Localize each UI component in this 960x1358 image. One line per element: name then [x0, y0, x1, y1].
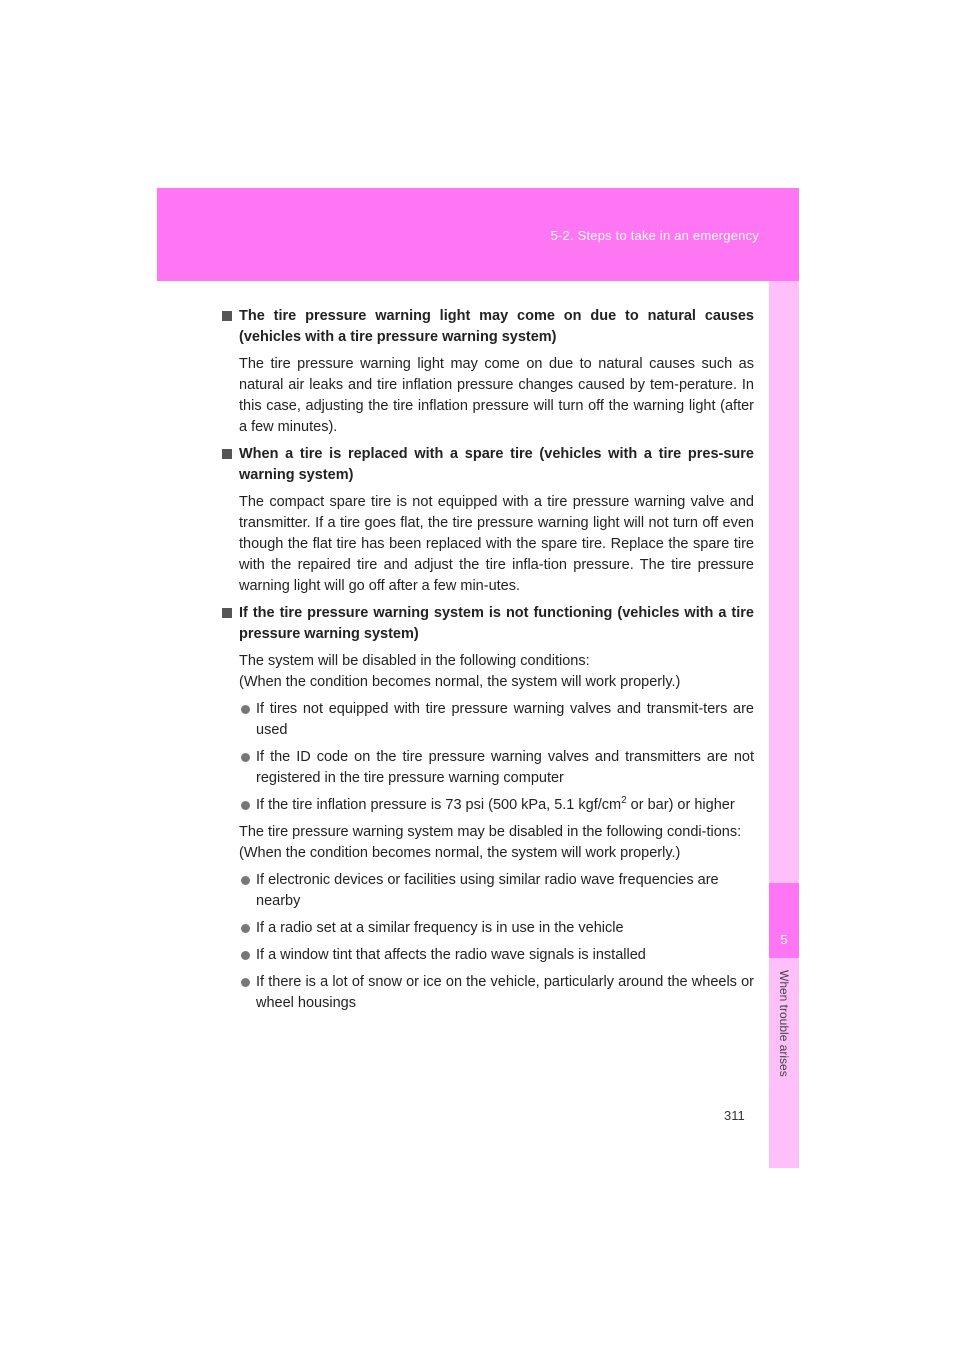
- section-intro: [239, 822, 754, 864]
- list-item: [239, 972, 754, 1014]
- section-heading: When a tire is replaced with a spare tire (vehicles with a tire pres-sure warning system): [239, 446, 754, 483]
- pressure-text-after: or bar) or higher: [626, 797, 735, 813]
- circle-bullet-icon: [241, 753, 250, 762]
- page-number: 311: [724, 1108, 745, 1123]
- intro-line: The system will be disabled in the following conditions:: [239, 653, 590, 669]
- section-natural-causes: [222, 306, 754, 438]
- section-heading: The tire pressure warning light may come on due to natural causes (vehicles with a tire pressure warning system): [239, 308, 754, 345]
- chapter-title-tab: [771, 970, 797, 1150]
- list-item: [239, 747, 754, 789]
- list-item-text: If the ID code on the tire pressure warning valves and transmitters are not registered in the tire pressure warning computer: [256, 749, 754, 786]
- section-spare-tire: [222, 444, 754, 597]
- square-bullet-icon: [222, 311, 232, 321]
- list-item: [239, 795, 754, 816]
- page-content: [222, 306, 754, 1020]
- list-item: [239, 699, 754, 741]
- circle-bullet-icon: [241, 801, 250, 810]
- list-item: [239, 918, 754, 939]
- list-item-text: If a window tint that affects the radio wave signals is installed: [256, 947, 646, 963]
- header-band: [157, 188, 799, 281]
- list-item: [239, 945, 754, 966]
- chapter-number: 5: [780, 932, 788, 947]
- list-item-text: If electronic devices or facilities using similar radio wave frequencies are nearby: [256, 872, 719, 909]
- list-item-text: If there is a lot of snow or ice on the vehicle, particularly around the wheels or wheel housings: [256, 974, 754, 1011]
- square-bullet-icon: [222, 449, 232, 459]
- section-system-not-functioning: [222, 603, 754, 1014]
- section-heading: If the tire pressure warning system is not functioning (vehicles with a tire pressure warning system): [239, 605, 754, 642]
- square-bullet-icon: [222, 608, 232, 618]
- section-body: The tire pressure warning light may come on due to natural causes such as natural air leaks and tire inflation pressure changes caused by tem-perature. In this case, adjusting the tire inflation pressure will turn off the warning light (after a few minutes).: [239, 356, 754, 435]
- list-item-text: [256, 795, 754, 816]
- circle-bullet-icon: [241, 951, 250, 960]
- section-intro: [239, 651, 754, 693]
- intro-line: The tire pressure warning system may be disabled in the following condi-tions:: [239, 824, 742, 840]
- intro-line: (When the condition becomes normal, the system will work properly.): [239, 674, 681, 690]
- list-item: [239, 870, 754, 912]
- circle-bullet-icon: [241, 924, 250, 933]
- pressure-text-before: If the tire inflation pressure is 73 psi (500 kPa, 5.1 kgf/cm: [256, 797, 622, 813]
- chapter-title: When trouble arises: [777, 970, 791, 1077]
- list-item-text: If a radio set at a similar frequency is in use in the vehicle: [256, 920, 624, 936]
- superscript: 2: [621, 795, 627, 807]
- list-item-text: If tires not equipped with tire pressure warning valves and transmit-ters are used: [256, 701, 754, 738]
- circle-bullet-icon: [241, 705, 250, 714]
- circle-bullet-icon: [241, 978, 250, 987]
- section-body: The compact spare tire is not equipped with a tire pressure warning valve and transmitter. If a tire goes flat, the tire pressure warning light will not turn off even though the flat tire has been replaced with the spare tire. Replace the spare tire with the repaired tire and adjust the tire infla-tion pressure. The tire pressure warning light will go off after a few min-utes.: [239, 494, 754, 594]
- intro-line: (When the condition becomes normal, the system will work properly.): [239, 845, 681, 861]
- circle-bullet-icon: [241, 876, 250, 885]
- section-breadcrumb: 5-2. Steps to take in an emergency: [550, 228, 759, 243]
- chapter-number-tab: [769, 883, 799, 958]
